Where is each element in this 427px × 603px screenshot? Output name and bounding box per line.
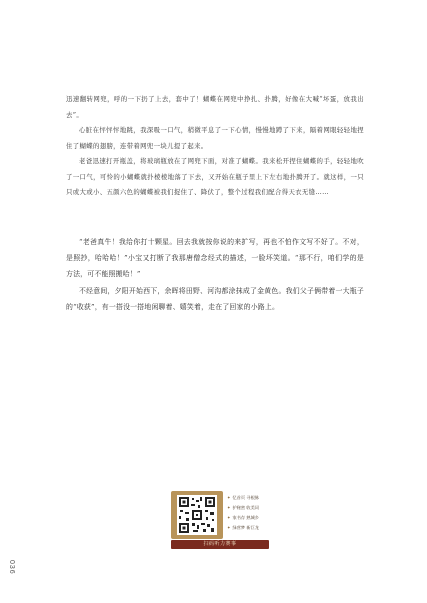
list-item: ✦ 绿营梦 新巨龙 — [227, 525, 259, 530]
promo-list — [227, 493, 273, 533]
paragraph: 老爸迅速打开瓶盖，将玻璃瓶放在了网兜下面，对准了蝴蝶。我来松开捏住蝴蝶的手，轻轻地吹了一口气，可怜的小蝴蝶就扑棱棱地落了下去，又开始在瓶子里上下左右地扑腾开了。就这样，一只只或大或小、五颜六色的蝴蝶被我们捉住了、降伏了，整个过程我们配合得天衣无缝…… — [66, 157, 364, 196]
story-narration-song — [66, 234, 364, 315]
paragraph: 迅速翻转网兜，呼的一下扔了上去，套中了！蝴蝶在网兜中挣扎、扑腾，好像在大喊“坏蛋，放我出去”。 — [66, 95, 364, 119]
paragraph: 不经意间，夕阳开始西下，余晖将田野、河沟都涂抹成了金黄色。我们父子俩带着一大瓶子的“收获”，有一搭没一搭地闲聊着、嬉笑着，走在了回家的小路上。 — [66, 286, 364, 311]
page-number: 036 — [8, 560, 15, 575]
paragraph: 心脏在怦怦怦地跳，我深吸一口气，稍微平息了一下心情，慢慢地蹲了下来，隔着网眼轻轻地捏住了蝴蝶的翅膀，连带着网兜一块儿提了起来。 — [66, 126, 364, 150]
qr-promo — [171, 491, 269, 549]
list-item: ✦ 护秘密 收美词 — [227, 505, 259, 510]
star-icon: ✦ — [227, 515, 231, 520]
promo-banner: 扫码听力赛事 — [171, 540, 269, 549]
qr-frame — [171, 491, 223, 539]
star-icon: ✦ — [227, 495, 231, 500]
paragraph: “老爸真牛！我给你打十颗星。回去我就按你说的来扩写，再也不怕作文写不好了。不对，是照抄，哈哈哈！”小宝又打断了我那唐僧念经式的描述，一脸坏笑道。“那不行，咱们学的是方法，可不能照搬哈！” — [66, 238, 364, 279]
qr-code-icon[interactable] — [177, 495, 217, 535]
list-item: ✦ 家书存 熟城乡 — [227, 515, 259, 520]
star-icon: ✦ — [227, 505, 231, 510]
story-narration-kai — [66, 92, 364, 201]
list-item: ✦ 忆首页 寻根脉 — [227, 495, 259, 500]
star-icon: ✦ — [227, 525, 231, 530]
